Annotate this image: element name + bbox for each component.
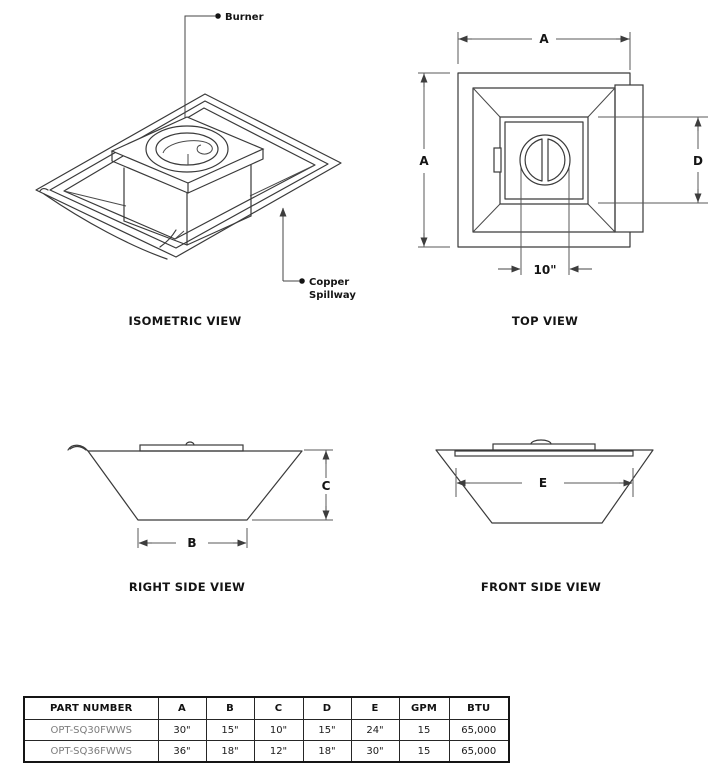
spec-table-header-row: [24, 697, 509, 720]
dim-a-cell: 36": [158, 741, 206, 763]
column-header-b: B: [206, 697, 254, 720]
top-view: [418, 32, 708, 328]
right-top-plate: [140, 445, 243, 451]
column-header-c: C: [254, 697, 303, 720]
column-header-e: E: [351, 697, 399, 720]
dim-e-label: E: [538, 476, 548, 490]
btu-cell: 65,000: [449, 720, 509, 741]
gpm-cell: 15: [399, 720, 449, 741]
dim-10-label: 10": [533, 263, 557, 277]
iso-slope-left: [64, 191, 126, 206]
gpm-cell: 15: [399, 741, 449, 763]
dim-d-cell: 18": [303, 741, 351, 763]
dim-b-label: B: [187, 536, 197, 550]
spillway-leader-dot: [299, 278, 305, 284]
top-burner-lid: [520, 135, 570, 185]
dim-b-cell: 15": [206, 720, 254, 741]
isometric-view: [36, 12, 356, 328]
isometric-view-title: ISOMETRIC VIEW: [128, 314, 242, 328]
column-header-part-number: PART NUMBER: [24, 697, 158, 720]
column-header-a: A: [158, 697, 206, 720]
spillway-leader-line: [283, 208, 299, 281]
spec-table-container: [23, 696, 510, 763]
dim-a-top-label: A: [539, 32, 549, 46]
top-pan-left-tab: [494, 148, 501, 172]
top-spillway-extension: [615, 85, 643, 232]
table-row: [24, 741, 509, 763]
table-row: [24, 720, 509, 741]
dim-c-label: C: [321, 479, 331, 493]
dim-e-cell: 24": [351, 720, 399, 741]
iso-slope-right: [250, 165, 315, 196]
burner-label: Burner: [225, 12, 264, 23]
front-side-view-title: FRONT SIDE VIEW: [480, 580, 602, 594]
dim-b-cell: 18": [206, 741, 254, 763]
top-view-title: TOP VIEW: [511, 314, 579, 328]
front-spillway-lip: [455, 451, 633, 456]
iso-spillway-hook: [40, 189, 48, 191]
dim-c-cell: 10": [254, 720, 303, 741]
dim-d-label: D: [693, 154, 703, 168]
right-bowl-outline: [88, 451, 302, 520]
column-header-gpm: GPM: [399, 697, 449, 720]
right-side-view: [68, 442, 333, 594]
part-number-cell: OPT-SQ36FWWS: [24, 741, 158, 763]
burner-leader-dot: [215, 13, 221, 19]
spec-table: [23, 696, 510, 763]
dim-d-cell: 15": [303, 720, 351, 741]
dim-a-cell: 30": [158, 720, 206, 741]
btu-cell: 65,000: [449, 741, 509, 763]
dim-e-cell: 30": [351, 741, 399, 763]
dim-a-left-label: A: [419, 154, 429, 168]
dim-c-cell: 12": [254, 741, 303, 763]
column-header-btu: BTU: [449, 697, 509, 720]
front-plate-dome: [531, 440, 551, 444]
spillway-label-line1: Copper: [309, 277, 350, 288]
front-side-view: [436, 440, 653, 594]
iso-spillway-lip-outer: [44, 194, 167, 259]
part-number-cell: OPT-SQ30FWWS: [24, 720, 158, 741]
right-side-view-title: RIGHT SIDE VIEW: [128, 580, 246, 594]
spillway-label-line2: Spillway: [309, 290, 356, 301]
column-header-d: D: [303, 697, 351, 720]
